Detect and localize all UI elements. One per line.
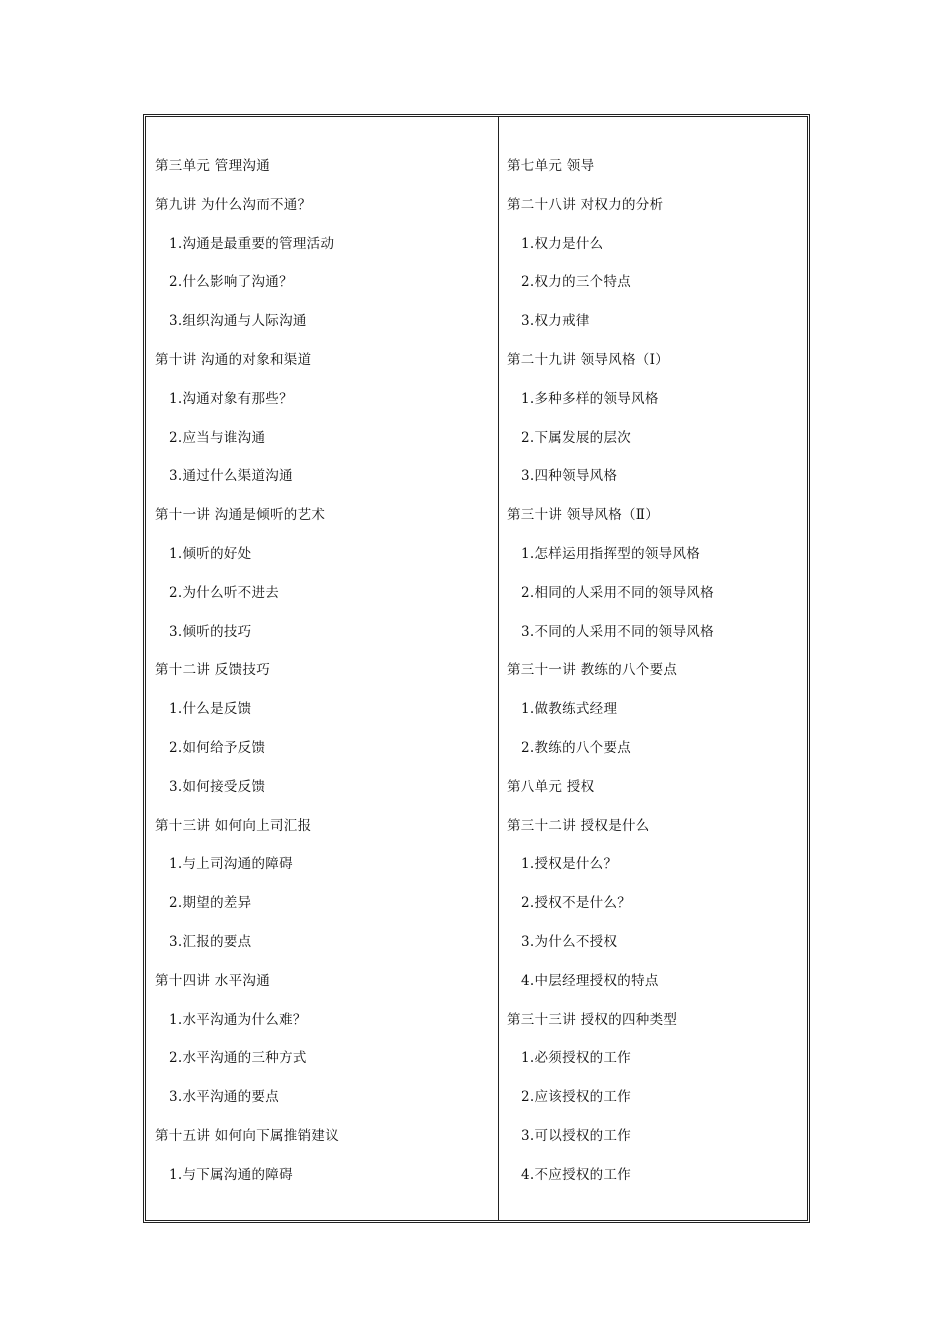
outline-item: 4.中层经理授权的特点 bbox=[521, 972, 659, 989]
section-heading: 第三十二讲 授权是什么 bbox=[507, 817, 650, 834]
outline-item: 1.与下属沟通的障碍 bbox=[169, 1166, 293, 1183]
outline-item: 3.为什么不授权 bbox=[521, 933, 618, 950]
outline-item: 2.什么影响了沟通？ bbox=[169, 274, 293, 291]
section-heading: 第七单元 领导 bbox=[507, 158, 595, 174]
section-heading: 第二十八讲 对权力的分析 bbox=[507, 196, 664, 213]
outline-item: 3.组织沟通与人际沟通 bbox=[169, 313, 307, 330]
section-heading: 第十一讲 沟通是倾听的艺术 bbox=[155, 507, 326, 524]
section-heading: 第十二讲 反馈技巧 bbox=[155, 662, 270, 679]
section-heading: 第三单元 管理沟通 bbox=[155, 158, 270, 174]
right-column bbox=[507, 147, 797, 1195]
outline-table bbox=[143, 114, 810, 1223]
outline-item: 2.权力的三个特点 bbox=[521, 274, 632, 291]
outline-item: 1.水平沟通为什么难？ bbox=[169, 1011, 307, 1028]
outline-item: 3.倾听的技巧 bbox=[169, 623, 252, 640]
outline-item: 2.应该授权的工作 bbox=[521, 1089, 632, 1106]
section-heading: 第十五讲 如何向下属推销建议 bbox=[155, 1127, 339, 1144]
outline-item: 3.通过什么渠道沟通 bbox=[169, 468, 293, 485]
outline-item: 1.授权是什么？ bbox=[521, 856, 618, 873]
section-heading: 第三十讲 领导风格（Ⅱ） bbox=[507, 507, 660, 524]
outline-item: 1.做教练式经理 bbox=[521, 701, 618, 718]
outline-item: 1.权力是什么 bbox=[521, 235, 604, 252]
section-heading: 第九讲 为什么沟而不通？ bbox=[155, 196, 312, 213]
section-heading: 第十四讲 水平沟通 bbox=[155, 972, 270, 989]
outline-item: 2.水平沟通的三种方式 bbox=[169, 1050, 307, 1067]
outline-item: 1.必须授权的工作 bbox=[521, 1050, 632, 1067]
outline-item: 3.汇报的要点 bbox=[169, 933, 252, 950]
outline-item: 1.怎样运用指挥型的领导风格 bbox=[521, 545, 701, 562]
section-heading: 第八单元 授权 bbox=[507, 778, 595, 795]
outline-item: 3.水平沟通的要点 bbox=[169, 1089, 280, 1106]
section-heading: 第三十三讲 授权的四种类型 bbox=[507, 1011, 678, 1028]
outline-item: 3.如何接受反馈 bbox=[169, 778, 266, 795]
outline-item: 1.多种多样的领导风格 bbox=[521, 390, 659, 407]
outline-item: 3.不同的人采用不同的领导风格 bbox=[521, 623, 714, 640]
section-heading: 第十三讲 如何向上司汇报 bbox=[155, 817, 312, 834]
outline-item: 1.沟通对象有那些？ bbox=[169, 390, 293, 407]
section-heading: 第三十一讲 教练的八个要点 bbox=[507, 662, 678, 679]
outline-item: 4.不应授权的工作 bbox=[521, 1166, 632, 1183]
outline-item: 2.为什么听不进去 bbox=[169, 584, 280, 601]
section-heading: 第十讲 沟通的对象和渠道 bbox=[155, 351, 312, 368]
left-column bbox=[155, 147, 495, 1195]
outline-item: 2.授权不是什么？ bbox=[521, 895, 632, 912]
outline-item: 3.权力戒律 bbox=[521, 313, 590, 330]
outline-item: 2.如何给予反馈 bbox=[169, 739, 266, 756]
outline-item: 1.什么是反馈 bbox=[169, 701, 252, 718]
section-heading: 第二十九讲 领导风格（Ⅰ） bbox=[507, 351, 670, 368]
outline-item: 2.应当与谁沟通 bbox=[169, 429, 266, 446]
outline-item: 2.相同的人采用不同的领导风格 bbox=[521, 584, 714, 601]
outline-item: 3.四种领导风格 bbox=[521, 468, 618, 485]
outline-item: 3.可以授权的工作 bbox=[521, 1127, 632, 1144]
outline-item: 1.沟通是最重要的管理活动 bbox=[169, 235, 335, 252]
outline-item: 1.倾听的好处 bbox=[169, 545, 252, 562]
outline-item: 2.下属发展的层次 bbox=[521, 429, 632, 446]
column-divider bbox=[498, 117, 499, 1220]
outline-item: 1.与上司沟通的障碍 bbox=[169, 856, 293, 873]
outline-item: 2.期望的差异 bbox=[169, 895, 252, 912]
outline-item: 2.教练的八个要点 bbox=[521, 739, 632, 756]
